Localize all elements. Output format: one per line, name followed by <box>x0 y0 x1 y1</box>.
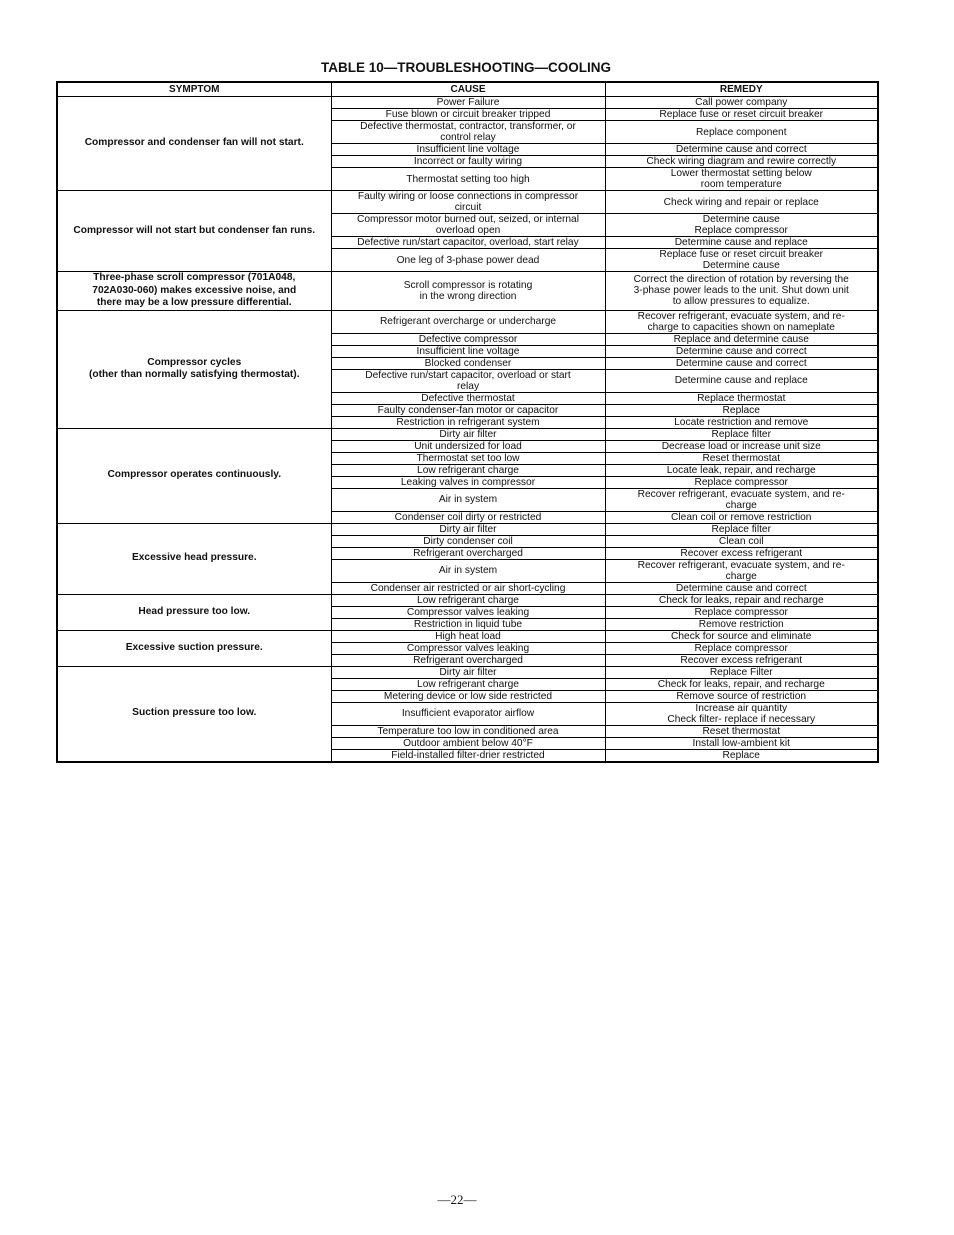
remedy-cell: Determine cause Replace compressor <box>605 214 878 237</box>
cause-cell: Incorrect or faulty wiring <box>331 156 605 168</box>
symptom-cell: Excessive suction pressure. <box>57 630 331 666</box>
cause-cell: Fuse blown or circuit breaker tripped <box>331 109 605 121</box>
remedy-cell: Locate leak, repair, and recharge <box>605 464 878 476</box>
remedy-cell: Check wiring and repair or replace <box>605 191 878 214</box>
symptom-cell: Head pressure too low. <box>57 594 331 630</box>
table-row <box>57 97 878 109</box>
cause-cell: Dirty condenser coil <box>331 535 605 547</box>
cause-cell: Dirty air filter <box>331 666 605 678</box>
cause-cell: Defective thermostat <box>331 392 605 404</box>
table-title: TABLE 10—TROUBLESHOOTING—COOLING <box>320 60 611 75</box>
cause-cell: Defective run/start capacitor, overload or start relay <box>331 369 605 392</box>
remedy-cell: Determine cause and correct <box>605 144 878 156</box>
cause-cell: One leg of 3-phase power dead <box>331 249 605 272</box>
remedy-cell: Check for source and eliminate <box>605 630 878 642</box>
remedy-cell: Replace compressor <box>605 606 878 618</box>
remedy-cell: Replace Filter <box>605 666 878 678</box>
symptom-cell: Compressor operates continuously. <box>57 428 331 523</box>
remedy-cell: Determine cause and correct <box>605 357 878 369</box>
cause-cell: Compressor motor burned out, seized, or internal overload open <box>331 214 605 237</box>
symptom-cell: Compressor cycles (other than normally satisfying thermostat). <box>57 310 331 428</box>
cause-cell: Insufficient line voltage <box>331 345 605 357</box>
cause-cell: Temperature too low in conditioned area <box>331 725 605 737</box>
cause-cell: Defective compressor <box>331 333 605 345</box>
cause-header: CAUSE <box>331 82 605 97</box>
cause-cell: Outdoor ambient below 40°F <box>331 737 605 749</box>
remedy-cell: Locate restriction and remove <box>605 416 878 428</box>
cause-cell: Field-installed filter-drier restricted <box>331 749 605 762</box>
remedy-cell: Recover excess refrigerant <box>605 547 878 559</box>
cause-cell: Compressor valves leaking <box>331 642 605 654</box>
cause-cell: Low refrigerant charge <box>331 678 605 690</box>
cause-cell: Blocked condenser <box>331 357 605 369</box>
cause-cell: Faulty wiring or loose connections in compressor circuit <box>331 191 605 214</box>
cause-cell: High heat load <box>331 630 605 642</box>
cause-cell: Scroll compressor is rotating in the wrong direction <box>331 272 605 311</box>
cause-cell: Defective run/start capacitor, overload, start relay <box>331 237 605 249</box>
remedy-cell: Recover excess refrigerant <box>605 654 878 666</box>
cause-cell: Condenser coil dirty or restricted <box>331 511 605 523</box>
header-row <box>57 82 878 97</box>
remedy-cell: Determine cause and replace <box>605 369 878 392</box>
remedy-cell: Check for leaks, repair, and recharge <box>605 678 878 690</box>
remedy-cell: Replace <box>605 749 878 762</box>
table-row <box>57 428 878 440</box>
remedy-cell: Replace filter <box>605 428 878 440</box>
page-number: —22— <box>437 1192 477 1207</box>
remedy-cell: Clean coil or remove restriction <box>605 511 878 523</box>
remedy-cell: Lower thermostat setting below room temperature <box>605 168 878 191</box>
table-row <box>57 594 878 606</box>
cause-cell: Dirty air filter <box>331 523 605 535</box>
table-row <box>57 191 878 214</box>
remedy-cell: Check wiring diagram and rewire correctly <box>605 156 878 168</box>
cause-cell: Unit undersized for load <box>331 440 605 452</box>
symptom-header: SYMPTOM <box>57 82 331 97</box>
remedy-header: REMEDY <box>605 82 878 97</box>
remedy-cell: Replace compressor <box>605 476 878 488</box>
cause-cell: Faulty condenser-fan motor or capacitor <box>331 404 605 416</box>
table-row <box>57 272 878 311</box>
remedy-cell: Replace component <box>605 121 878 144</box>
cause-cell: Thermostat set too low <box>331 452 605 464</box>
cause-cell: Leaking valves in compressor <box>331 476 605 488</box>
cause-cell: Insufficient line voltage <box>331 144 605 156</box>
cause-cell: Low refrigerant charge <box>331 594 605 606</box>
symptom-cell: Excessive head pressure. <box>57 523 331 594</box>
remedy-cell: Replace fuse or reset circuit breaker Determine cause <box>605 249 878 272</box>
remedy-cell: Recover refrigerant, evacuate system, and re- charge to capacities shown on nameplate <box>605 310 878 333</box>
cause-cell: Metering device or low side restricted <box>331 690 605 702</box>
cause-cell: Compressor valves leaking <box>331 606 605 618</box>
table-row <box>57 310 878 333</box>
remedy-cell: Replace fuse or reset circuit breaker <box>605 109 878 121</box>
cause-cell: Dirty air filter <box>331 428 605 440</box>
remedy-cell: Reset thermostat <box>605 725 878 737</box>
cause-cell: Refrigerant overcharged <box>331 547 605 559</box>
cause-cell: Refrigerant overcharge or undercharge <box>331 310 605 333</box>
remedy-cell: Determine cause and replace <box>605 237 878 249</box>
remedy-cell: Install low-ambient kit <box>605 737 878 749</box>
cause-cell: Insufficient evaporator airflow <box>331 702 605 725</box>
table-row <box>57 666 878 678</box>
cause-cell: Power Failure <box>331 97 605 109</box>
remedy-cell: Remove source of restriction <box>605 690 878 702</box>
remedy-cell: Call power company <box>605 97 878 109</box>
cause-cell: Condenser air restricted or air short-cycling <box>331 582 605 594</box>
cause-cell: Defective thermostat, contractor, transformer, or control relay <box>331 121 605 144</box>
symptom-cell: Three-phase scroll compressor (701A048, 702A030-060) makes excessive noise, and there may be a low pressure differential. <box>57 272 331 311</box>
cause-cell: Refrigerant overcharged <box>331 654 605 666</box>
remedy-cell: Determine cause and correct <box>605 582 878 594</box>
table-row <box>57 523 878 535</box>
remedy-cell: Determine cause and correct <box>605 345 878 357</box>
cause-cell: Low refrigerant charge <box>331 464 605 476</box>
remedy-cell: Recover refrigerant, evacuate system, and re- charge <box>605 559 878 582</box>
cause-cell: Restriction in refrigerant system <box>331 416 605 428</box>
remedy-cell: Increase air quantity Check filter- replace if necessary <box>605 702 878 725</box>
table-row <box>57 630 878 642</box>
remedy-cell: Decrease load or increase unit size <box>605 440 878 452</box>
troubleshooting-table <box>56 81 879 763</box>
remedy-cell: Recover refrigerant, evacuate system, and re- charge <box>605 488 878 511</box>
table-body <box>57 97 878 762</box>
remedy-cell: Reset thermostat <box>605 452 878 464</box>
symptom-cell: Suction pressure too low. <box>57 666 331 762</box>
symptom-cell: Compressor and condenser fan will not start. <box>57 97 331 191</box>
cause-cell: Restriction in liquid tube <box>331 618 605 630</box>
remedy-cell: Replace thermostat <box>605 392 878 404</box>
remedy-cell: Replace filter <box>605 523 878 535</box>
cause-cell: Air in system <box>331 559 605 582</box>
cause-cell: Thermostat setting too high <box>331 168 605 191</box>
remedy-cell: Replace and determine cause <box>605 333 878 345</box>
remedy-cell: Replace <box>605 404 878 416</box>
remedy-cell: Correct the direction of rotation by reversing the 3-phase power leads to the unit. Shut down unit to allow pressures to equalize. <box>605 272 878 311</box>
remedy-cell: Replace compressor <box>605 642 878 654</box>
remedy-cell: Remove restriction <box>605 618 878 630</box>
remedy-cell: Clean coil <box>605 535 878 547</box>
cause-cell: Air in system <box>331 488 605 511</box>
symptom-cell: Compressor will not start but condenser fan runs. <box>57 191 331 272</box>
remedy-cell: Check for leaks, repair and recharge <box>605 594 878 606</box>
